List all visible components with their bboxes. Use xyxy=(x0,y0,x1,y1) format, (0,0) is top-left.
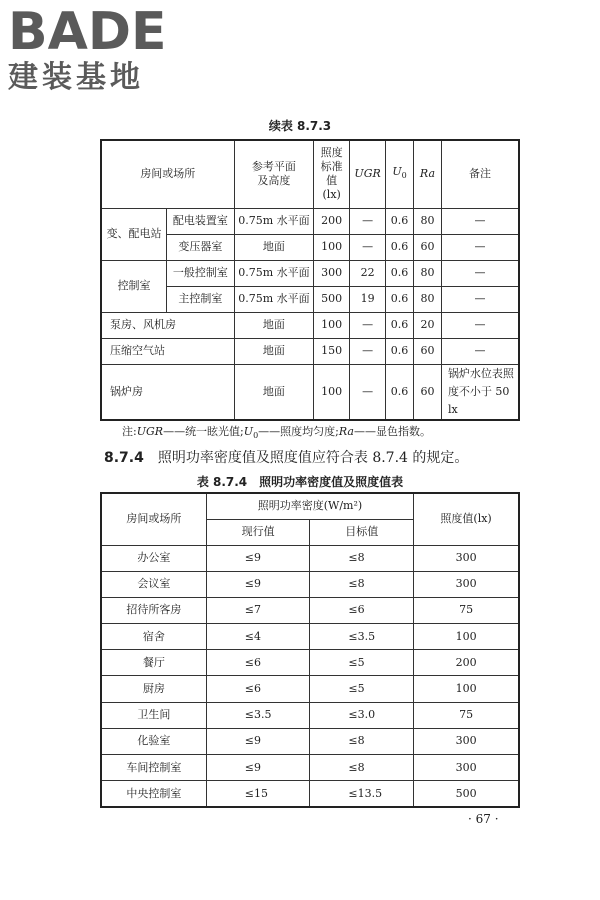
current-value-cell: ≤4 xyxy=(206,624,310,650)
table-header-row xyxy=(101,140,519,208)
target-value-cell: ≤8 xyxy=(310,728,414,754)
header-target: 目标值 xyxy=(310,519,414,545)
current-value-cell: ≤6 xyxy=(206,650,310,676)
header-current: 现行值 xyxy=(206,519,310,545)
table-header-row xyxy=(101,493,519,519)
table-note: 注:UGR——统一眩光值$;U_0——$照度均匀度;Ra——显色指数。 xyxy=(122,425,431,441)
lux-value-cell: 75 xyxy=(414,597,519,623)
table-row xyxy=(101,597,519,623)
table-row xyxy=(101,702,519,728)
table-row xyxy=(101,571,519,597)
lux-value-cell: 100 xyxy=(414,676,519,702)
table-row xyxy=(101,545,519,571)
table-row xyxy=(101,755,519,781)
current-value-cell: ≤15 xyxy=(206,781,310,807)
room-cell: 压缩空气站 xyxy=(101,338,234,364)
table-row: 控制室 一般控制室 0.75m 水平面 300 22 0.6 80 — xyxy=(101,260,519,286)
table-row xyxy=(101,781,519,807)
table-row: 主控制室 0.75m 水平面 500 19 0.6 80 — xyxy=(101,286,519,312)
header-lux: 照度 标准值 (lx) xyxy=(314,140,350,208)
table-row: 泵房、风机房 地面 100 — 0.6 20 — xyxy=(101,312,519,338)
clause-number: 8.7.4 xyxy=(104,450,144,466)
lux-value-cell: 200 xyxy=(414,650,519,676)
lux-value-cell: 75 xyxy=(414,702,519,728)
clause-text: 照明功率密度值及照度值应符合表 8.7.4 的规定。 xyxy=(157,450,469,466)
current-value-cell: ≤6 xyxy=(206,676,310,702)
room-cell: 化验室 xyxy=(101,728,206,754)
table-row: 锅炉房 地面 100 — 0.6 60 锅炉水位表照度不小于 50 lx xyxy=(101,364,519,420)
table-row: 变、配电站 配电装置室 0.75m 水平面 200 — 0.6 80 — xyxy=(101,208,519,234)
table-row: 变压器室 地面 100 — 0.6 60 — xyxy=(101,234,519,260)
current-value-cell: ≤9 xyxy=(206,728,310,754)
table-caption: 表 8.7.4 照明功率密度值及照度值表 xyxy=(196,475,404,489)
clause-8-7-4 xyxy=(104,447,468,467)
sub-room-cell: 变压器室 xyxy=(167,234,235,260)
header-ugr: UGR xyxy=(350,140,386,208)
lux-value-cell: 300 xyxy=(414,571,519,597)
room-cell: 餐厅 xyxy=(101,650,206,676)
sub-room-cell: 配电装置室 xyxy=(167,208,235,234)
header-u0: $U_0$ xyxy=(386,140,414,208)
lux-value-cell: 300 xyxy=(414,545,519,571)
room-cell: 锅炉房 xyxy=(101,364,234,420)
lighting-power-density-table xyxy=(100,492,520,808)
table-row xyxy=(101,676,519,702)
lux-value-cell: 100 xyxy=(414,624,519,650)
table-row xyxy=(101,650,519,676)
current-value-cell: ≤3.5 xyxy=(206,702,310,728)
header-note: 备注 xyxy=(441,140,519,208)
table-caption: 续表 8.7.3 xyxy=(268,119,332,133)
room-cell: 会议室 xyxy=(101,571,206,597)
target-value-cell: ≤5 xyxy=(310,676,414,702)
header-lux: 照度值(lx) xyxy=(414,493,519,545)
current-value-cell: ≤9 xyxy=(206,571,310,597)
target-value-cell: ≤8 xyxy=(310,755,414,781)
target-value-cell: ≤8 xyxy=(310,545,414,571)
sub-room-cell: 主控制室 xyxy=(167,286,235,312)
group-cell: 控制室 xyxy=(101,260,167,312)
illuminance-standard-table xyxy=(100,139,520,421)
target-value-cell: ≤13.5 xyxy=(310,781,414,807)
header-ra: Ra xyxy=(414,140,442,208)
table-row: 压缩空气站 地面 150 — 0.6 60 — xyxy=(101,338,519,364)
room-cell: 卫生间 xyxy=(101,702,206,728)
room-cell: 办公室 xyxy=(101,545,206,571)
current-value-cell: ≤9 xyxy=(206,755,310,781)
room-cell: 宿舍 xyxy=(101,624,206,650)
logo-wordmark: BADE xyxy=(8,2,167,62)
lux-value-cell: 300 xyxy=(414,755,519,781)
target-value-cell: ≤3.5 xyxy=(310,624,414,650)
header-room: 房间或场所 xyxy=(101,493,206,545)
target-value-cell: ≤8 xyxy=(310,571,414,597)
target-value-cell: ≤5 xyxy=(310,650,414,676)
bade-logo xyxy=(8,2,183,96)
room-cell: 招待所客房 xyxy=(101,597,206,623)
current-value-cell: ≤9 xyxy=(206,545,310,571)
room-cell: 车间控制室 xyxy=(101,755,206,781)
room-cell: 中央控制室 xyxy=(101,781,206,807)
sub-room-cell: 一般控制室 xyxy=(167,260,235,286)
page-number: · 67 · xyxy=(468,812,499,826)
room-cell: 泵房、风机房 xyxy=(101,312,234,338)
header-room: 房间或场所 xyxy=(101,140,234,208)
logo-chinese-name: 建装基地 xyxy=(8,60,144,95)
table-row xyxy=(101,728,519,754)
header-plane: 参考平面 及高度 xyxy=(234,140,314,208)
lux-value-cell: 300 xyxy=(414,728,519,754)
header-lpd: 照明功率密度(W/m²) xyxy=(206,493,413,519)
target-value-cell: ≤6 xyxy=(310,597,414,623)
lux-value-cell: 500 xyxy=(414,781,519,807)
room-cell: 厨房 xyxy=(101,676,206,702)
table-row xyxy=(101,624,519,650)
target-value-cell: ≤3.0 xyxy=(310,702,414,728)
current-value-cell: ≤7 xyxy=(206,597,310,623)
group-cell: 变、配电站 xyxy=(101,208,167,260)
